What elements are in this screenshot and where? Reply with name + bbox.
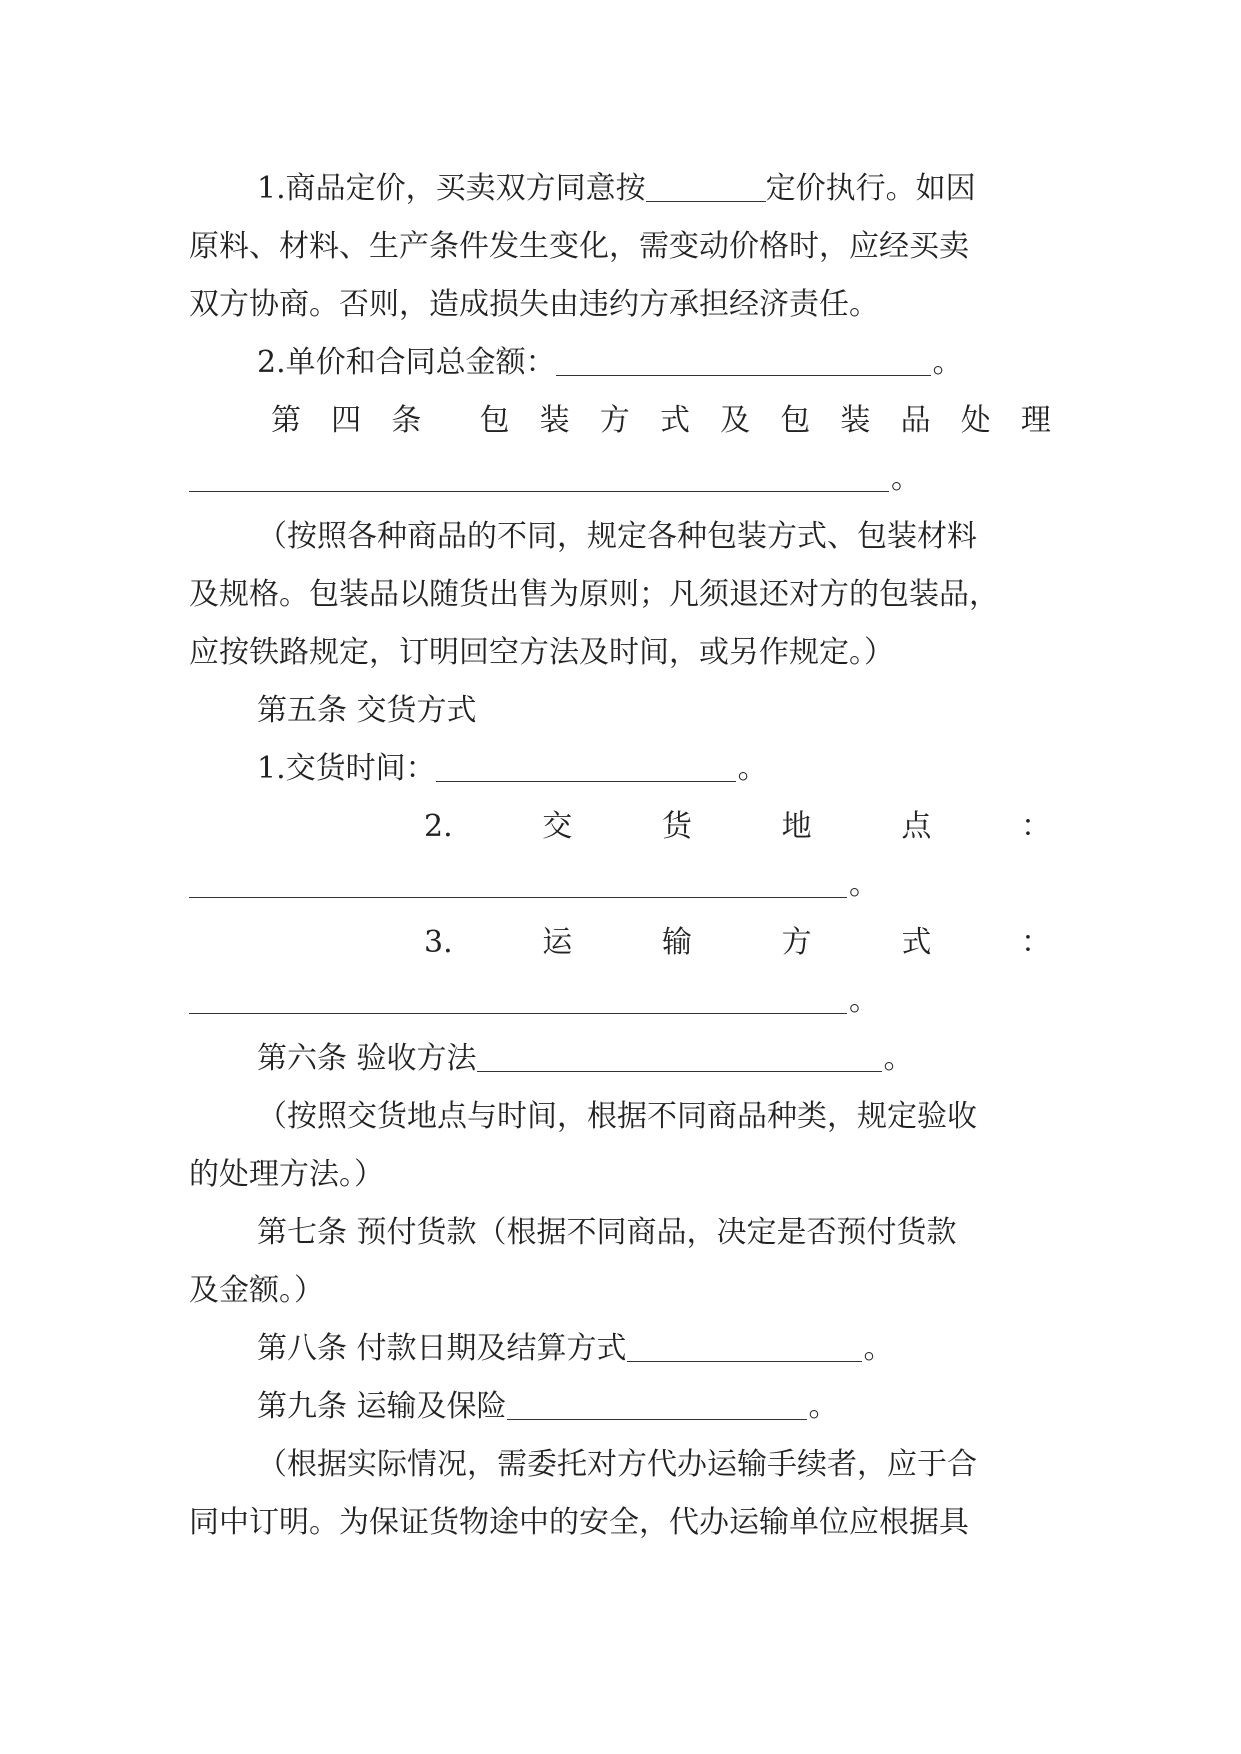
note-6-line1: （按照交货地点与时间，根据不同商品种类，规定验收: [257, 1099, 977, 1134]
article-4-char: 包: [780, 403, 811, 438]
note-6-line2: 的处理方法。）: [189, 1157, 384, 1192]
note-4-line2: 及规格。包装品以随货出售为原则；凡须退还对方的包装品，: [189, 577, 999, 612]
paragraph-pricing-line2: 原料、材料、生产条件发生变化，需变动价格时，应经买卖: [189, 229, 969, 264]
transport-blank-line: 。: [189, 972, 1051, 1030]
price-blank: [646, 171, 766, 202]
delivery-time-blank: [436, 751, 736, 782]
article-4-char: 品: [900, 403, 931, 438]
total-amount-blank: [556, 345, 931, 376]
article-4-char: 装: [840, 403, 871, 438]
article-5-transport: [189, 914, 1051, 972]
transport-insurance-blank: [507, 1389, 807, 1420]
article-4-char: 装: [539, 403, 570, 438]
article-4-char: 式: [659, 403, 690, 438]
delivery-place-char: 交: [542, 809, 573, 844]
delivery-place-blank-line: 。: [189, 856, 1051, 914]
transport-char: 方: [781, 925, 812, 960]
inspection-blank: [477, 1041, 882, 1072]
delivery-place-char: 货: [661, 809, 692, 844]
transport-char: 输: [661, 925, 692, 960]
delivery-place-char: ：: [1020, 809, 1051, 844]
transport-char: ：: [1020, 925, 1051, 960]
note-4-line1: （按照各种商品的不同，规定各种包装方式、包装材料: [257, 519, 977, 554]
article-6-heading: 第六条 验收方法 。: [257, 1041, 914, 1076]
delivery-place-char: 2.: [424, 809, 453, 844]
article-4-char: 第: [271, 403, 301, 438]
article-5-delivery-time: 1.交货时间： 。: [257, 751, 768, 786]
delivery-place-blank: [189, 867, 847, 898]
paragraph-total-amount: 2.单价和合同总金额： 。: [257, 345, 963, 380]
article-9-heading: 第九条 运输及保险 。: [257, 1389, 839, 1424]
transport-blank: [189, 983, 847, 1014]
article-4-char: 包: [479, 403, 510, 438]
article-4-char: 条: [391, 403, 422, 438]
article-5-heading: 第五条 交货方式: [257, 693, 477, 728]
article-8-heading: 第八条 付款日期及结算方式 。: [257, 1331, 894, 1366]
article-4-char: 及: [720, 403, 751, 438]
article-4-char: 四: [331, 403, 362, 438]
transport-char: 运: [542, 925, 573, 960]
article-4-char: 处: [960, 403, 991, 438]
packaging-blank: [189, 461, 889, 492]
transport-char: 式: [901, 925, 932, 960]
article-7-line2: 及金额。）: [189, 1273, 324, 1308]
article-7-line1: 第七条 预付货款（根据不同商品，决定是否预付货款: [257, 1215, 957, 1250]
article-4-heading: [189, 392, 1051, 450]
paragraph-pricing-line1: 1.商品定价，买卖双方同意按 定价执行。如因: [257, 171, 976, 206]
transport-char: 3.: [424, 925, 453, 960]
delivery-place-char: 地: [781, 809, 812, 844]
note-9-line1: （根据实际情况，需委托对方代办运输手续者，应于合: [257, 1447, 977, 1482]
paragraph-pricing-line3: 双方协商。否则，造成损失由违约方承担经济责任。: [189, 287, 879, 322]
document-page: [189, 160, 1051, 1552]
article-4-char: 理: [1020, 403, 1051, 438]
delivery-place-char: 点: [901, 809, 932, 844]
note-4-line3: 应按铁路规定，订明回空方法及时间，或另作规定。）: [189, 635, 894, 670]
article-4-char: 方: [599, 403, 630, 438]
note-9-line2: 同中订明。为保证货物途中的安全，代办运输单位应根据具: [189, 1505, 969, 1540]
article-4-blank-line: 。: [189, 450, 1051, 508]
payment-blank: [627, 1331, 862, 1362]
article-5-delivery-place: [189, 798, 1051, 856]
